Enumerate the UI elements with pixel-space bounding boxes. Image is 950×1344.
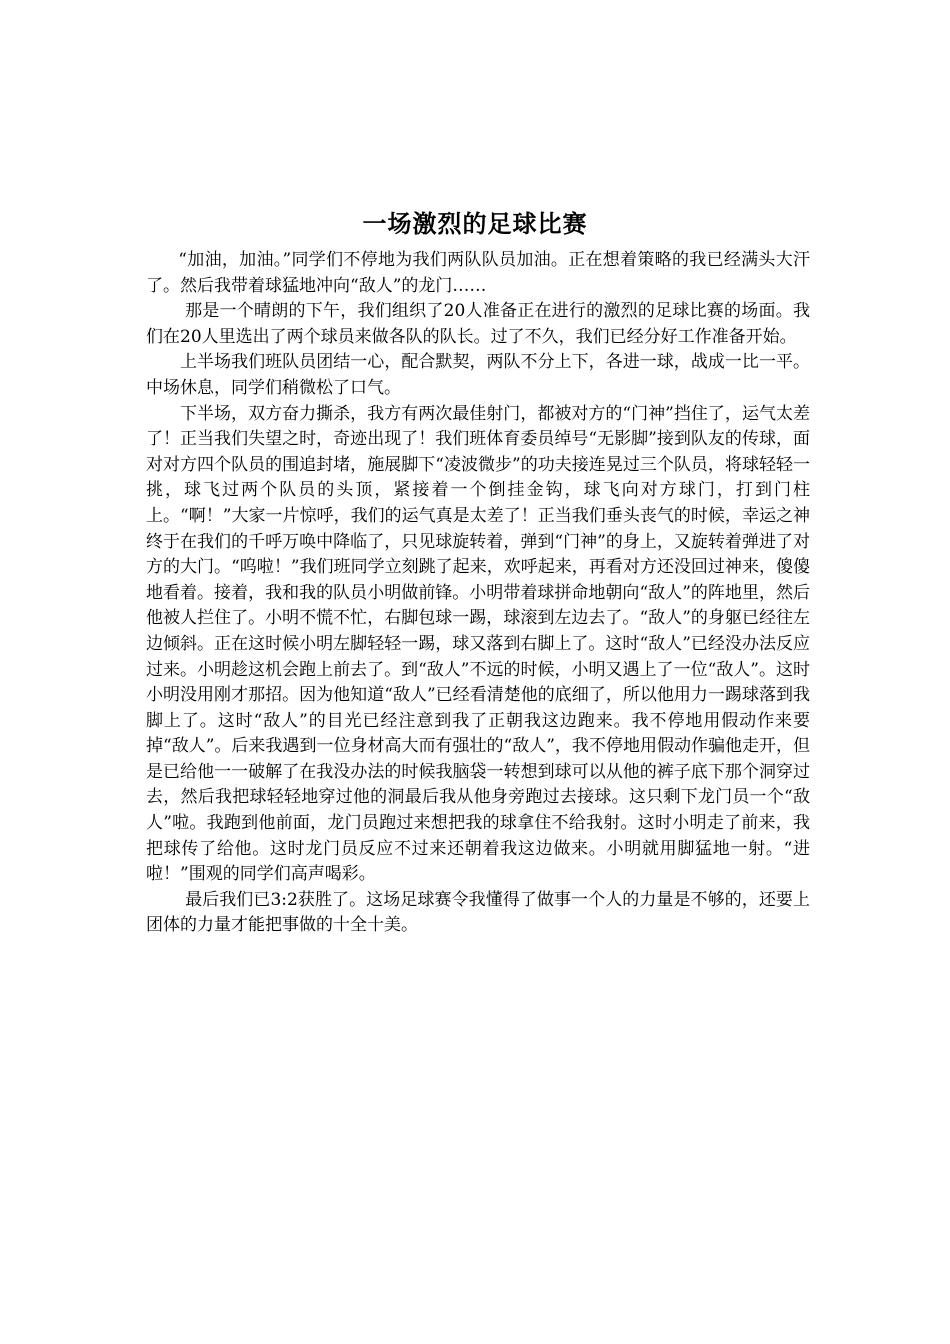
paragraph-conclusion: 最后我们已3:2获胜了。这场足球赛令我懂得了做事一个人的力量是不够的，还要上团体的力量才能把事做的十全十美。 bbox=[146, 889, 810, 936]
paragraph-first-half: 上半场我们班队员团结一心，配合默契，两队不分上下，各进一球，战成一比一平。中场休息，同学们稍微松了口气。 bbox=[146, 352, 810, 398]
document-body bbox=[146, 248, 810, 939]
paragraph-intro: “加油，加油。”同学们不停地为我们两队队员加油。正在想着策略的我已经满头大汗了。然后我带着球猛地冲向“敌人”的龙门…… bbox=[146, 250, 810, 296]
paragraph-second-half: 下半场，双方奋力撕杀，我方有两次最佳射门，都被对方的“门神”挡住了，运气太差了！正当我们失望之时，奇迹出现了！我们班体育委员绰号“无影脚”接到队友的传球，面对对方四个队员的围追封堵，施展脚下“凌波微步”的功夫接连晃过三个队员，将球轻轻一挑，球飞过两个队员的头顶，紧接着一个倒挂金钩，球飞向对方球门，打到门柱上。“啊！”大家一片惊呼，我们的运气真是太差了！正当我们垂头丧气的时候，幸运之神终于在我们的千呼万唤中降临了，只见球旋转着，弹到“门神”的身上，又旋转着弹进了对方的大门。“呜啦！”我们班同学立刻跳了起来，欢呼起来，再看对方还没回过神来，傻傻地看着。接着，我和我的队员小明做前锋。小明带着球拼命地朝向“敌人”的阵地里，然后他被人拦住了。小明不慌不忙，右脚包球一踢，球滚到左边去了。“敌人”的身躯已经往左边倾斜。正在这时候小明左脚轻轻一踢，球又落到右脚上了。这时“敌人”已经没办法反应过来。小明趁这机会跑上前去了。到“敌人”不远的时候，小明又遇上了一位“敌人”。这时小明没用刚才那招。因为他知道“敌人”已经看清楚他的底细了，所以他用力一踢球落到我脚上了。这时“敌人”的目光已经注意到我了正朝我这边跑来。我不停地用假动作来要掉“敌人”。后来我遇到一位身材高大而有强壮的“敌人”，我不停地用假动作骗他走开，但是已给他一一破解了在我没办法的时候我脑袋一转想到球可以从他的裤子底下那个洞穿过去，然后我把球轻轻地穿过他的洞最后我从他身旁跑过去接球。这只剩下龙门员一个“敌人”啦。我跑到他前面，龙门员跑过来想把我的球拿住不给我射。这时小明走了前来，我把球传了给他。这时龙门员反应不过来还朝着我这边做来。小明就用脚猛地一射。“进啦！”围观的同学们高声喝彩。 bbox=[146, 403, 810, 885]
paragraph-setting: 那是一个晴朗的下午，我们组织了20人准备正在进行的激烈的足球比赛的场面。我们在20人里选出了两个球员来做各队的队长。过了不久，我们已经分好工作准备开始。 bbox=[146, 301, 810, 347]
document-title: 一场激烈的足球比赛 bbox=[362, 210, 588, 238]
